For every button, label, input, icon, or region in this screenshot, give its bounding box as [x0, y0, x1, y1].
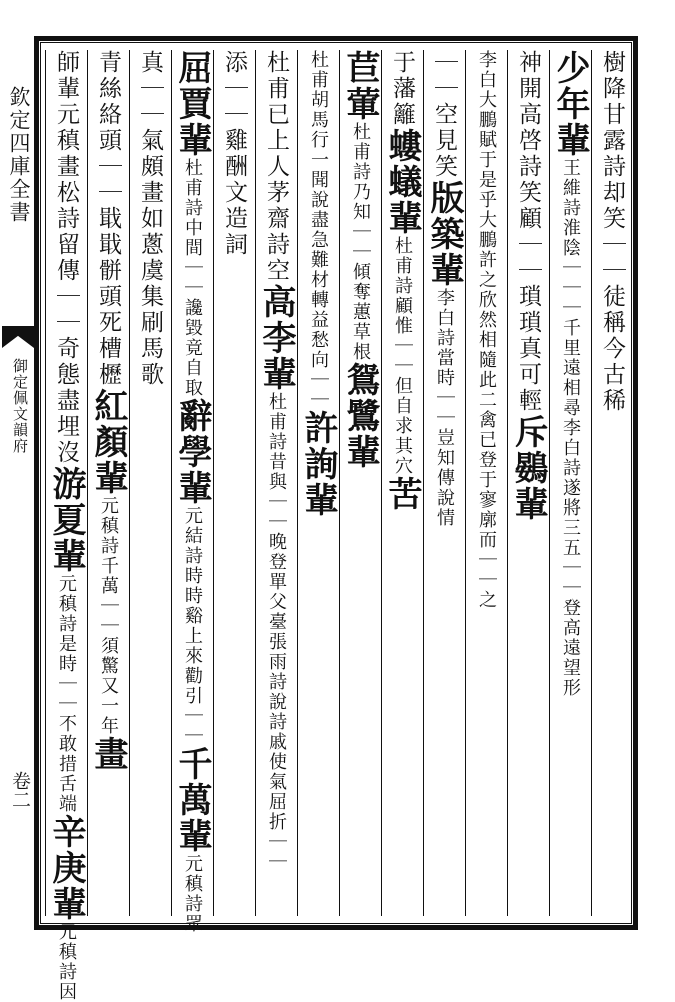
entry-word: 游夏輩 [46, 466, 86, 574]
entry-word: 版築輩 [424, 180, 464, 288]
margin-book-title: 御定佩文韻府 [11, 358, 29, 454]
entry-word: 千萬輩 [172, 746, 212, 854]
entry-note: 杜甫詩中間｜｜讒毀竟自取 [182, 158, 203, 398]
entry-note: 杜甫詩顧惟｜｜但自求其穴 [392, 236, 413, 476]
text-column [213, 50, 253, 916]
entry-word: 苣葷 [340, 50, 380, 122]
margin-strip [0, 36, 34, 930]
column-text: 杜甫已上人茅齋詩空 [263, 50, 289, 284]
entry-word: 高李輩 [256, 284, 296, 392]
entry-note: 杜甫詩乃知｜｜傾奪蕙草根 [350, 122, 371, 362]
text-column [129, 50, 169, 916]
entry-word: 斥鷃輩 [508, 414, 548, 522]
column-text: 師輩元稹畫松詩留傳 [53, 50, 79, 284]
column-text: 真｜｜氣頗畫如蔥虞集刷馬歌 [137, 50, 163, 388]
entry-note: 王維詩淮陰｜｜｜千里遠相尋李白詩遂將三五｜｜登高遠望形 [560, 158, 581, 698]
entry-word: 紅顏輩 [88, 388, 128, 496]
entry-note: 元稹詩是時｜｜不敢措舌端 [56, 574, 77, 814]
entry-word: 辛庚輩 [46, 814, 86, 922]
entry-note: 李白大鵬賦于是乎大鵬許之欣然相隨此二禽已登于寥廓而｜｜之 [476, 50, 497, 610]
text-column [171, 50, 212, 934]
column-text: 樹降甘露詩却笑｜｜徒稱今古稀 [599, 50, 625, 414]
text-column [45, 50, 86, 1002]
column-text: 于藩籬 [389, 50, 415, 128]
text-column [339, 50, 379, 916]
text-column [255, 50, 295, 916]
entry-word: 螻蟻輩 [382, 128, 422, 236]
text-column [549, 50, 589, 916]
margin-page-number: 卷二 [9, 771, 31, 809]
text-column [297, 50, 337, 916]
entry-note: 元結詩時時谿上來勸引｜｜ [182, 506, 203, 746]
column-text: 添｜｜雞酬文造詞 [221, 50, 247, 258]
entry-note: 李白詩當時｜｜豈知傳說情 [434, 288, 455, 528]
entry-word: 鴛鷺輩 [340, 362, 380, 470]
entry-word: 苦 [382, 476, 422, 512]
entry-note: 元稹詩千萬｜｜須驚又一年 [98, 496, 119, 736]
margin-title: 欽定四庫全書 [7, 86, 31, 224]
entry-note: 元稹詩因 [56, 922, 77, 1002]
fishtail-mark-icon [2, 326, 34, 348]
entry-word: 少年輩 [550, 50, 590, 158]
text-column [423, 50, 463, 916]
entry-note: 杜甫詩昔與｜｜晚登單父臺張雨詩說詩戚使氣屈折｜｜ [266, 392, 287, 872]
text-column [591, 50, 631, 916]
text-column [87, 50, 127, 916]
entry-word: 許詢輩 [298, 410, 338, 518]
column-text: 青絲絡頭｜｜戢戢骿頭死槽櫪 [95, 50, 121, 388]
entry-word: 屈賈輩 [172, 50, 212, 158]
text-column [507, 50, 547, 916]
entry-note: 元稹詩眾 [182, 854, 203, 934]
column-text: ｜｜奇態盡埋沒 [53, 284, 79, 466]
entry-word: 畫 [88, 736, 128, 772]
text-column [465, 50, 505, 916]
text-column [381, 50, 421, 916]
column-text: 神開高啓詩笑顧｜｜瑣瑣真可輕 [515, 50, 541, 414]
column-text: ｜｜空見笑 [431, 50, 457, 180]
entry-word: 辭學輩 [172, 398, 212, 506]
entry-note: 杜甫胡馬行一聞說盡急難材轉益愁向｜｜ [308, 50, 329, 410]
